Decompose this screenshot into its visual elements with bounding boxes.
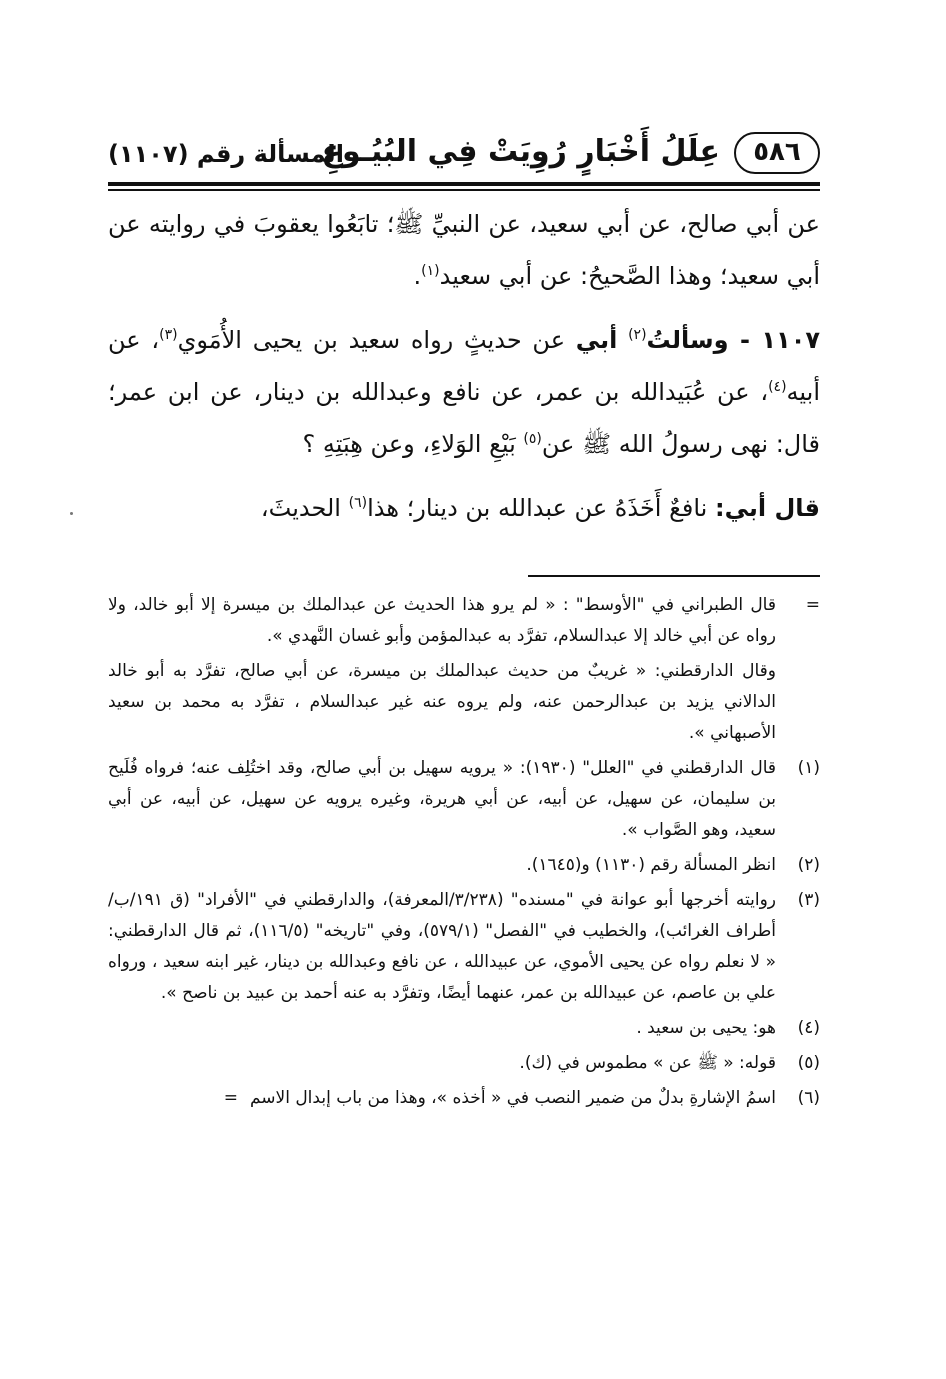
footnote-text: قال الطبراني في "الأوسط" : « لم يرو هذا الحديث عن عبدالملك بن ميسرة إلا أبو خالد، ولا رواه عن أبي خالد إلا عبدالسلام، تفرَّد به عبدالمؤمن وأبو غسان النَّهدي ».: [108, 595, 776, 646]
page-number: ٥٨٦: [734, 132, 820, 174]
footnote-text: قال الدارقطني في "العلل" (١٩٣٠): « يرويه سهيل بن أبي صالح، وقد اختُلِف عنه؛ فرواه فُلَيح بن سليمان، عن سهيل، عن أبيه، عن أبي هريرة، وغيره يرويه عن سهيل، عن أبيه، عن أبي سعيد، وهو الصَّواب ».: [108, 758, 776, 840]
footnote-2: [108, 850, 820, 881]
footnote-marker: (٤): [797, 1018, 820, 1038]
footnote-separator: [528, 575, 820, 577]
paragraph-end: .: [413, 262, 422, 290]
question-text-a: عن حديثٍ رواه سعيد بن يحيى الأُمَوي: [177, 326, 566, 354]
footnote-body: اسمُ الإشارةِ بدلٌ من ضمير النصب في « أخذه »، وهذا من باب إبدال الاسم: [249, 1088, 776, 1108]
question-text-b: ، عن أبيه: [108, 326, 820, 406]
footnote-ref-4: (٤): [768, 379, 787, 395]
footnote-ref-3: (٣): [159, 327, 178, 343]
footnote-ref-6: (٦): [348, 495, 368, 511]
footnote-ref-1: (١): [421, 263, 440, 279]
footnote-3: [108, 885, 820, 1009]
footnote-marker: (٢): [797, 855, 820, 875]
margin-speck: [70, 512, 73, 515]
footnote-marker: (٦): [797, 1088, 820, 1108]
running-header: [108, 128, 820, 180]
answer-paragraph: [108, 482, 820, 534]
main-text: [108, 198, 820, 534]
footnote-marker: (٣): [797, 890, 820, 910]
footnote-text: [108, 1083, 776, 1114]
footnote-text: روايته أخرجها أبو عوانة في "مسنده" (٣/٢٣٨/المعرفة)، والدارقطني في "الأفراد" (ق ١٩١/ب/أطراف الغرائب)، والخطيب في "الفصل" (٥٧٩/١)، وفي "تاريخه" (١١٦/٥)، ثم قال الدارقطني: « لا نعلم رواه عن يحيى الأموي، عن عبيدالله ، عن نافع وعبدالله بن دينار، غير ابنه سعيد ، ورواه علي بن عاصم، عن عبيدالله بن عمر، عنهما أيضًا، وتفرَّد به عنه أحمد بن عبيد بن ناصح ».: [108, 890, 777, 1003]
header-rule-thick: [108, 182, 820, 186]
book-title: عِلَلُ أَخْبَارٍ رُوِيَتْ فِي البُيُـوعِ: [321, 134, 720, 169]
footnote-continues-marker: =: [223, 1088, 238, 1108]
footnote-marker: (٥): [797, 1053, 820, 1073]
footnote-marker: (١): [797, 758, 820, 778]
question-paragraph: [108, 314, 820, 470]
footnote-4: [108, 1013, 820, 1044]
footnote-text: قوله: « ﷺ عن » مطموس في (ك).: [519, 1053, 776, 1073]
footnote-continuation-marker: =: [805, 595, 820, 615]
footnote-text: انظر المسألة رقم (١١٣٠) و(١٦٤٥).: [526, 855, 776, 875]
footnote-text: هو: يحيى بن سعيد .: [636, 1018, 776, 1038]
answer-text-a: نافعٌ أَخَذَهُ عن عبدالله بن دينار؛ هذا: [367, 494, 708, 522]
footnote-5: [108, 1048, 820, 1079]
footnote-continued-para: وقال الدارقطني: « غريبٌ من حديث عبدالملك بن ميسرة، عن أبي صالح، تفرَّد به أبو خالد الدالاني يزيد بن عبدالرحمن عنه، ولم يروه عنه غير عبدالسلام ، تفرَّد به محمد بن سعيد الأصبهاني ».: [108, 661, 776, 743]
footnote-ref-5: (٥): [523, 431, 542, 447]
footnote-1: [108, 753, 820, 846]
footnote-continued: [108, 590, 820, 652]
footnote-ref-2: (٢): [628, 327, 647, 343]
footnote-6: [108, 1083, 820, 1114]
question-reference: المسألة رقم (١١٠٧): [108, 140, 344, 168]
answer-text-b: الحديثَ،: [260, 494, 341, 522]
header-rule-thin: [108, 189, 820, 191]
paragraph-continuation: [108, 198, 820, 302]
footnotes: [108, 590, 820, 1118]
question-text-d: بَيْعِ الوَلاءِ، وعن هِبَتِهِ ؟: [302, 430, 516, 458]
paragraph-text: عن أبي صالح، عن أبي سعيد، عن النبيِّ ﷺ؛ تابَعُوا يعقوبَ في روايته عن أبي سعيد؛ وهذا الصَّحيحُ: عن أبي سعيد: [108, 210, 820, 290]
question-text-c: ، عن عُبَيدالله بن عمر، عن نافع وعبدالله بن دينار، عن ابن عمر؛ قال: نهى رسولُ الله ﷺ عن: [108, 378, 820, 458]
answer-label: قال أبي:: [714, 494, 820, 522]
question-asked: أبي: [575, 326, 618, 354]
question-number: ١١٠٧ - وسألتُ: [646, 326, 820, 354]
